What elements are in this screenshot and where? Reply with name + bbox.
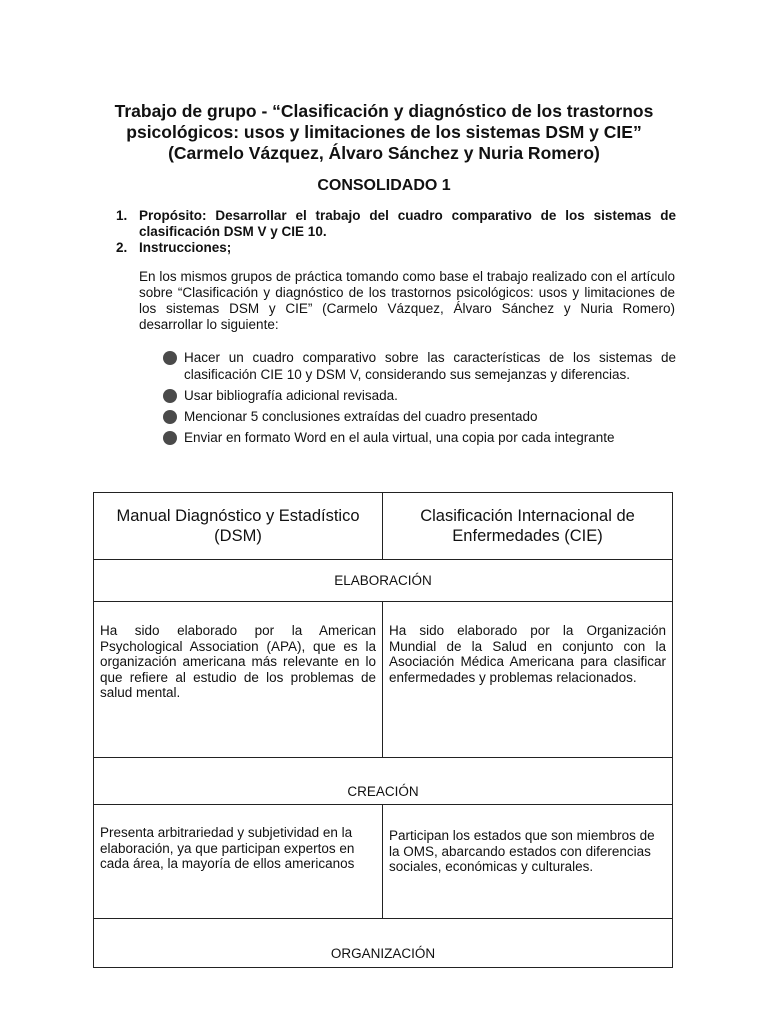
numbered-item-instrucciones <box>116 240 676 256</box>
item-number: 2. <box>116 240 128 255</box>
item-text: Instrucciones; <box>139 240 232 255</box>
instructions-paragraph: En los mismos grupos de práctica tomando como base el trabajo realizado con el artículo sobre “Clasificación y diagnóstico de los trastornos psicológicos: usos y limitaciones de los sistemas DSM y CIE” (Carmelo Vázquez, Álvaro Sánchez y Nuria Romero) desarrollar lo siguiente: <box>139 269 675 332</box>
bullet-text: Hacer un cuadro comparativo sobre las características de los sistemas de clasificación CIE 10 y DSM V, considerando sus semejanzas y diferencias. <box>184 350 676 382</box>
cell-dsm-creacion: Presenta arbitrariedad y subjetividad en la elaboración, ya que participan expertos en cada área, la mayoría de ellos americanos <box>94 805 383 919</box>
bullet-item <box>160 387 676 404</box>
cell-cie-creacion: Participan los estados que son miembros de la OMS, abarcando estados con diferencias sociales, económicas y culturales. <box>383 805 673 919</box>
comparison-table <box>93 492 673 968</box>
section-title-creacion: CREACIÓN <box>94 758 673 805</box>
table-section-row <box>94 560 673 602</box>
table-section-row <box>94 758 673 805</box>
header-dsm: Manual Diagnóstico y Estadístico (DSM) <box>94 493 383 560</box>
section-title-elaboracion: ELABORACIÓN <box>94 560 673 602</box>
bullet-item <box>160 429 676 446</box>
table-row <box>94 602 673 758</box>
cell-dsm-elaboracion: Ha sido elaborado por la American Psychological Association (APA), que es la organización americana más relevante en lo que refiere al estudio de los problemas de salud mental. <box>94 602 383 758</box>
numbered-list <box>116 208 676 256</box>
table-row <box>94 805 673 919</box>
header-cie: Clasificación Internacional de Enfermedades (CIE) <box>383 493 673 560</box>
bullet-dot-icon <box>163 389 177 403</box>
cell-cie-elaboracion: Ha sido elaborado por la Organización Mundial de la Salud en conjunto con la Asociación Médica Americana para clasificar enfermedades y problemas relacionados. <box>383 602 673 758</box>
bullet-dot-icon <box>163 351 177 365</box>
bullet-text: Mencionar 5 conclusiones extraídas del cuadro presentado <box>184 409 538 424</box>
bullet-dot-icon <box>163 431 177 445</box>
bullet-list <box>160 349 676 450</box>
title-line-1: Trabajo de grupo - “Clasificación y diagnóstico de los trastornos <box>114 101 654 121</box>
item-text: Propósito: Desarrollar el trabajo del cuadro comparativo de los sistemas de clasificación DSM V y CIE 10. <box>139 208 676 239</box>
bullet-item <box>160 408 676 425</box>
table-section-row <box>94 919 673 968</box>
section-heading: CONSOLIDADO 1 <box>317 177 451 194</box>
item-number: 1. <box>116 208 128 223</box>
section-title-organizacion: ORGANIZACIÓN <box>94 919 673 968</box>
bullet-item <box>160 349 676 383</box>
title-line-2: psicológicos: usos y limitaciones de los sistemas DSM y CIE” <box>126 122 642 142</box>
document-title <box>80 101 688 164</box>
numbered-item-proposito <box>116 208 676 240</box>
bullet-text: Enviar en formato Word en el aula virtual, una copia por cada integrante <box>184 430 615 445</box>
bullet-text: Usar bibliografía adicional revisada. <box>184 388 398 403</box>
title-line-3: (Carmelo Vázquez, Álvaro Sánchez y Nuria Romero) <box>168 143 600 163</box>
bullet-dot-icon <box>163 410 177 424</box>
table-header-row <box>94 493 673 560</box>
